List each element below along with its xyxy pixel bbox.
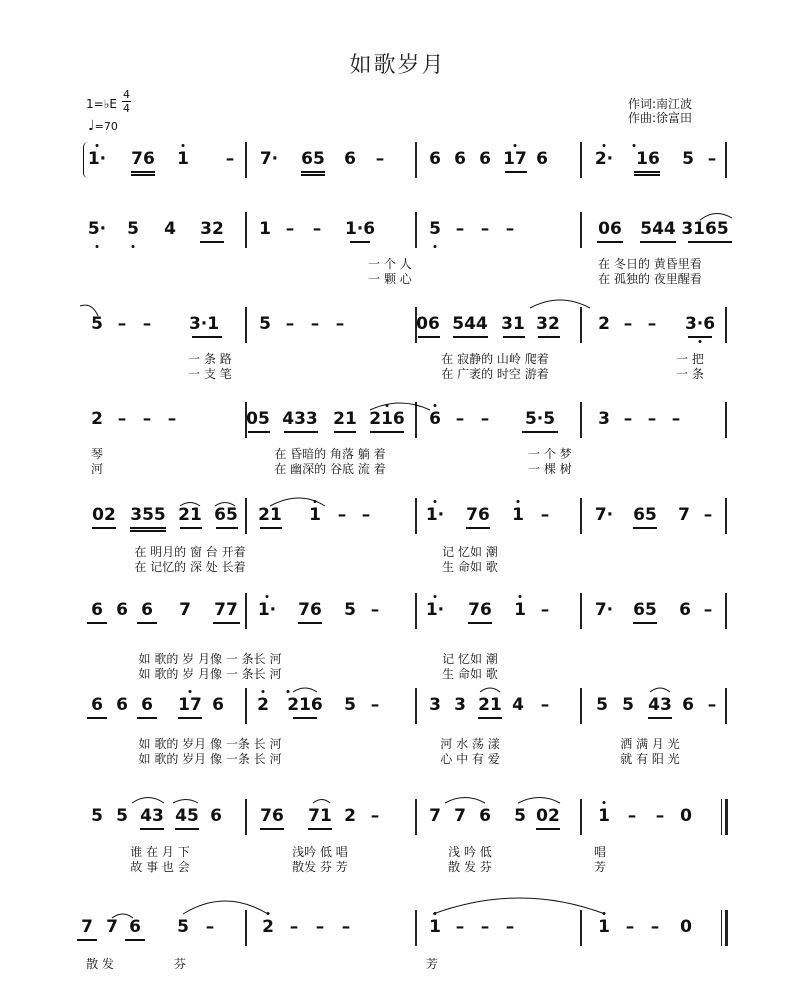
note-group: 5·5: [524, 409, 556, 429]
dash: –: [480, 917, 490, 937]
dash: –: [117, 409, 127, 429]
lyric-line: 在 明月的 窗 台 开着: [134, 545, 246, 559]
dash: –: [289, 917, 299, 937]
note-group: 3: [429, 695, 441, 715]
lyric-line: 如 歌的 岁月 像 一条 长 河: [138, 737, 282, 751]
note-group: 216: [369, 409, 405, 429]
lyric-line: 一 条: [676, 367, 704, 381]
note-group: 21: [178, 505, 202, 525]
note-group: 21: [333, 409, 357, 429]
dash: –: [455, 917, 465, 937]
note-group: 6: [479, 149, 491, 169]
lyric-line: 在 冬日的 黄昏里看: [598, 257, 702, 271]
note-group: 21: [478, 695, 502, 715]
note-group: 6: [210, 806, 222, 826]
note-group: 1·: [87, 149, 107, 169]
note-group: 7·: [259, 149, 279, 169]
note-group: 2: [598, 314, 610, 334]
note-group: 32: [200, 219, 224, 239]
dash: –: [285, 219, 295, 239]
lyric-line: 在 昏暗的 角落 躺 着: [274, 447, 386, 461]
note-group: 2·: [594, 149, 614, 169]
dash: –: [703, 600, 713, 620]
tempo-value: =70: [94, 120, 118, 133]
note-group: 5·: [87, 219, 107, 239]
slur: [180, 503, 200, 507]
slur: [293, 688, 317, 692]
slur: [370, 403, 430, 410]
dash: –: [627, 806, 637, 826]
note-group: 5: [596, 695, 608, 715]
lyric-line: 在 幽深的 谷底 流 着: [274, 462, 386, 476]
dash: –: [623, 314, 633, 334]
note-group: 5: [127, 219, 139, 239]
note-group: 5: [91, 314, 103, 334]
note-group: 5: [116, 806, 128, 826]
note-group: 65: [301, 149, 325, 169]
note-group: 06: [416, 314, 440, 334]
dash: –: [625, 917, 635, 937]
note-group: 5: [91, 806, 103, 826]
note-group: 71: [308, 806, 332, 826]
note-group: 7: [678, 505, 690, 525]
slur: [445, 798, 485, 804]
note-group: 5: [682, 149, 694, 169]
note-group: 4: [512, 695, 524, 715]
lyric-line: 洒 满 月 光: [620, 737, 680, 751]
note-group: 6: [91, 695, 103, 715]
note-group: 76: [131, 149, 155, 169]
dash: –: [647, 409, 657, 429]
note-group: 6: [212, 695, 224, 715]
dash: –: [623, 409, 633, 429]
dash: –: [370, 600, 380, 620]
note-group: 2: [344, 806, 356, 826]
note-group: 5: [259, 314, 271, 334]
lyric-line: 就 有 阳 光: [620, 752, 680, 766]
quarter-note-icon: ♩: [88, 118, 95, 134]
slur: [700, 213, 732, 220]
note-group: 5: [177, 917, 189, 937]
lyric-line: 一 个 梦: [528, 447, 572, 461]
note-group: 6: [141, 600, 153, 620]
lyric-line: 散 发 芬: [448, 860, 492, 874]
note-group: 3: [454, 695, 466, 715]
time-bottom: 4: [123, 102, 130, 115]
lyric-line: 如 歌的 岁 月像 一 条长 河: [138, 667, 282, 681]
note-group: 17: [503, 149, 527, 169]
note-group: 1·: [257, 600, 277, 620]
slur: [313, 800, 330, 804]
note-group: 17: [178, 695, 202, 715]
dash: –: [117, 314, 127, 334]
dash: –: [540, 505, 550, 525]
note-group: 32: [536, 314, 560, 334]
dash: –: [480, 219, 490, 239]
note-group: 1: [514, 600, 526, 620]
flat-symbol: ♭: [103, 97, 110, 111]
note-group: 7: [429, 806, 441, 826]
note-group: 76: [468, 600, 492, 620]
note-group: 6: [116, 600, 128, 620]
lyric-line: 生 命如 歌: [442, 560, 498, 574]
slur: [80, 305, 98, 316]
note-group: 1·: [425, 600, 445, 620]
lyric-line: 散 发: [86, 957, 114, 971]
note-group: 16: [636, 149, 660, 169]
dash: –: [335, 314, 345, 334]
lyric-line: 生 命如 歌: [442, 667, 498, 681]
note-group: 1: [259, 219, 271, 239]
note-group: 1: [598, 806, 610, 826]
dash: –: [142, 314, 152, 334]
dash: –: [707, 695, 717, 715]
lyric-line: 在 记忆的 深 处 长着: [134, 560, 246, 574]
note-group: 77: [214, 600, 238, 620]
dash: –: [655, 806, 665, 826]
note-group: 6: [344, 149, 356, 169]
lyric-line: 芳: [593, 860, 607, 874]
note-group: 76: [298, 600, 322, 620]
dash: –: [703, 505, 713, 525]
lyric-line: 谁 在 月 下: [130, 845, 190, 859]
note-group: 5: [344, 600, 356, 620]
note-group: 0: [680, 917, 692, 937]
lyric-line: 如 歌的 岁 月像 一 条长 河: [138, 652, 282, 666]
note-group: 3·1: [188, 314, 220, 334]
lyric-line: 一 把: [676, 352, 704, 366]
note-group: 31: [501, 314, 525, 334]
lyric-line: 在 广袤的 时空 游着: [441, 367, 549, 381]
note-group: 3165: [681, 219, 729, 239]
lyric-line: 芬: [173, 957, 187, 971]
note-group: 43: [140, 806, 164, 826]
note-group: 1: [177, 149, 189, 169]
note-group: 1: [309, 505, 321, 525]
song-title: 如歌岁月: [349, 53, 446, 78]
lyric-line: 一 条 路: [188, 352, 232, 366]
dash: –: [225, 149, 235, 169]
note-group: 5: [429, 219, 441, 239]
lyric-line: 一 支 笔: [188, 367, 232, 381]
note-group: 76: [466, 505, 490, 525]
slur: [433, 898, 605, 914]
dash: –: [671, 409, 681, 429]
slur: [112, 914, 133, 918]
note-group: 45: [175, 806, 199, 826]
note-group: 65: [214, 505, 238, 525]
lyric-line: 散发 芬 芳: [292, 860, 348, 874]
slur: [132, 798, 164, 804]
dash: –: [707, 149, 717, 169]
note-group: 76: [260, 806, 284, 826]
dash: –: [455, 409, 465, 429]
key-label: 1=: [86, 97, 104, 111]
note-group: 5: [514, 806, 526, 826]
lyric-line: 一 颗 心: [368, 272, 412, 286]
note-group: 6: [429, 409, 441, 429]
note-group: 65: [633, 505, 657, 525]
note-group: 433: [282, 409, 318, 429]
dash: –: [205, 917, 215, 937]
note-group: 6: [679, 600, 691, 620]
note-group: 6: [429, 149, 441, 169]
lyric-line: 唱: [593, 845, 607, 859]
note-group: 6: [479, 806, 491, 826]
note-group: 544: [452, 314, 488, 334]
lyric-line: 记 忆如 潮: [442, 545, 498, 559]
slur: [270, 498, 325, 506]
key-note: E: [109, 97, 117, 111]
note-group: 2: [91, 409, 103, 429]
composer-credit: 作曲:徐富田: [628, 111, 693, 125]
dash: –: [480, 409, 490, 429]
note-group: 7·: [594, 600, 614, 620]
note-group: 06: [598, 219, 622, 239]
note-group: 0: [680, 806, 692, 826]
note-group: 65: [633, 600, 657, 620]
slur: [480, 688, 500, 692]
dash: –: [375, 149, 385, 169]
lyric-line: 浅 吟 低: [448, 845, 492, 859]
note-group: 05: [246, 409, 270, 429]
slur: [650, 688, 670, 692]
note-group: 7: [106, 917, 118, 937]
slur: [183, 901, 268, 914]
lyric-line: 心 中 有 爱: [440, 752, 500, 766]
note-group: 5: [622, 695, 634, 715]
note-group: 6: [91, 600, 103, 620]
note-group: 6: [141, 695, 153, 715]
note-group: 1: [598, 917, 610, 937]
note-group: 5: [344, 695, 356, 715]
lyric-line: 河: [90, 462, 104, 476]
note-group: 1: [512, 505, 524, 525]
dash: –: [142, 409, 152, 429]
lyricist-credit: 作词:南江波: [628, 97, 693, 111]
dash: –: [505, 917, 515, 937]
note-group: 7: [454, 806, 466, 826]
dash: –: [315, 917, 325, 937]
note-group: 3·6: [684, 314, 716, 334]
dash: –: [540, 600, 550, 620]
dash: –: [370, 695, 380, 715]
note-group: 4: [164, 219, 176, 239]
time-top: 4: [123, 88, 130, 101]
slur: [173, 800, 198, 804]
dash: –: [337, 505, 347, 525]
note-group: 43: [648, 695, 672, 715]
note-group: 21: [258, 505, 282, 525]
note-group: 1·6: [344, 219, 376, 239]
note-group: 6: [116, 695, 128, 715]
lyric-line: 如 歌的 岁月 像 一条 长 河: [138, 752, 282, 766]
slur: [215, 503, 235, 507]
dash: –: [647, 314, 657, 334]
dash: –: [540, 695, 550, 715]
note-group: 7: [179, 600, 191, 620]
dash: –: [167, 409, 177, 429]
lyric-line: 故 事 也 会: [130, 860, 190, 874]
dash: –: [341, 917, 351, 937]
lyric-line: 一 棵 树: [528, 462, 572, 476]
dash: –: [312, 219, 322, 239]
slur: [530, 300, 590, 308]
lyric-line: 记 忆如 潮: [442, 652, 498, 666]
note-group: 6: [536, 149, 548, 169]
note-group: 3: [598, 409, 610, 429]
lyric-line: 在 孤独的 夜里醒看: [598, 272, 702, 286]
dash: –: [370, 806, 380, 826]
dash: –: [650, 917, 660, 937]
slur: [518, 798, 560, 804]
note-group: 6: [129, 917, 141, 937]
note-group: 544: [640, 219, 676, 239]
dash: –: [455, 219, 465, 239]
note-group: 2: [262, 917, 274, 937]
note-group: 2: [257, 695, 269, 715]
lyric-line: 浅吟 低 唱: [292, 845, 348, 859]
note-group: 1: [429, 917, 441, 937]
lyric-line: 河 水 荡 漾: [440, 737, 500, 751]
note-group: 6: [682, 695, 694, 715]
note-group: 6: [454, 149, 466, 169]
lyric-line: 琴: [90, 447, 104, 461]
dash: –: [505, 219, 515, 239]
lyric-line: 一 个 人: [368, 257, 412, 271]
note-group: 7: [81, 917, 93, 937]
lyric-line: 芳: [425, 957, 439, 971]
dash: –: [361, 505, 371, 525]
dash: –: [310, 314, 320, 334]
dash: –: [285, 314, 295, 334]
note-group: 02: [92, 505, 116, 525]
lyric-line: 在 寂静的 山岭 爬着: [441, 352, 549, 366]
note-group: 7·: [594, 505, 614, 525]
note-group: 216: [287, 695, 323, 715]
note-group: 02: [536, 806, 560, 826]
note-group: 355: [130, 505, 166, 525]
note-group: 1·: [425, 505, 445, 525]
